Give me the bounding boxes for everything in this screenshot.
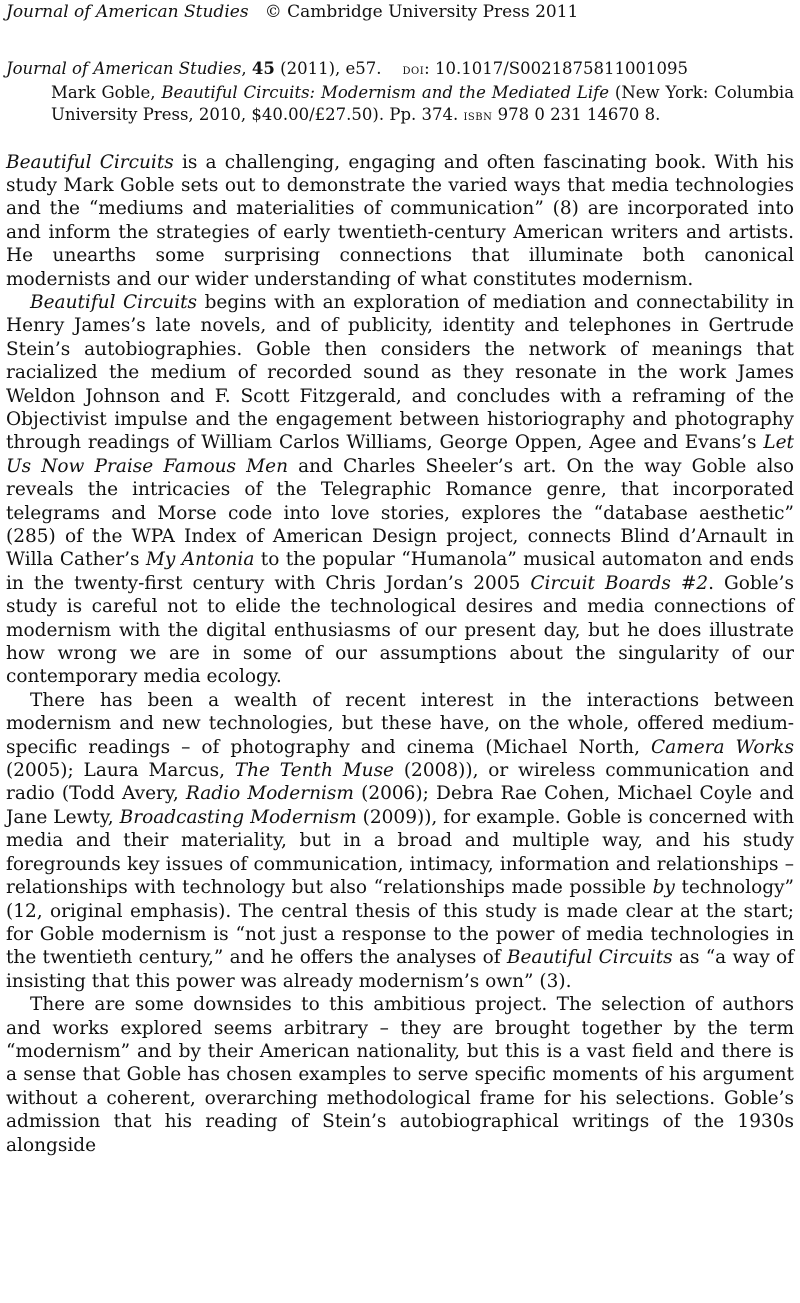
italic-text-run: Camera Works bbox=[651, 736, 795, 758]
text-run: (2008)), or wireless communication and radio (Todd Avery, bbox=[6, 760, 794, 805]
text-run: is a challenging, engaging and often fascinating book. With his study Mark Goble sets out to demonstrate the varied ways that media technologies and the “mediums and materialities of communication” (8) are incorporated into and inform the strategies of early twentieth-century American writers and artists. He unearths some surprising connections that illuminate both canonical modernists and our wider understanding of what constitutes modernism. bbox=[6, 151, 794, 290]
paragraph bbox=[6, 151, 794, 291]
italic-text-run: Let Us Now Praise Famous Men bbox=[6, 432, 794, 477]
text-run: to the popular “Humanola” musical automaton and ends in the twenty-first century with Chris Jordan’s 2005 bbox=[6, 549, 795, 594]
book-reference bbox=[6, 82, 794, 128]
isbn-value: 978 0 231 14670 8. bbox=[497, 105, 661, 124]
text-run: . Goble’s study is careful not to elide the technological desires and media connections of modernism with the digital enthusiasms of our present day, but he does illustrate how wrong we are in some of our assumptions about the singularity of our contemporary media ecology. bbox=[6, 572, 794, 688]
text-run: (2006); Debra Rae Cohen, Michael Coyle and Jane Lewty, bbox=[6, 783, 795, 828]
italic-text-run: The Tenth Muse bbox=[234, 760, 395, 782]
citation-journal: Journal of American Studies bbox=[6, 59, 242, 78]
citation-block bbox=[6, 58, 794, 128]
text-run: and Charles Sheeler’s art. On the way Goble also reveals the intricacies of the Telegraphic Romance genre, that incorporated telegrams and Morse code into love stories, explores the “database aesthetic” (285) of the WPA Index of American Design project, connects Blind d’Arnault in Willa Cather’s bbox=[6, 455, 795, 571]
text-run: There are some downsides to this ambitious project. The selection of authors and works explored seems arbitrary – they are brought together by the term “modernism” and by their American nationality, but this is a vast field and there is a sense that Goble has chosen examples to serve specific moments of his argument without a coherent, overarching methodological frame for his selections. Goble’s admission that his reading of Stein’s autobiographical writings of the 1930s alongside bbox=[6, 994, 794, 1156]
citation-year-page: (2011), e57. bbox=[280, 59, 382, 78]
book-author: Mark Goble, bbox=[51, 82, 156, 102]
text-run: (2009)), for example. Goble is concerned with media and their materiality, but in a broad and multiple way, and his study foregrounds key issues of communication, intimacy, information and relationships – relationships with technology but also “relationships made possible bbox=[6, 806, 794, 899]
book-title: Beautiful Circuits: Modernism and the Mediated Life bbox=[161, 82, 609, 102]
italic-text-run: by bbox=[652, 877, 675, 899]
text-run: technology” (12, original emphasis). The central thesis of this study is made clear at the start; for Goble modernism is “not just a response to the power of media technologies in the twentieth century,” and he offers the analyses of bbox=[6, 877, 794, 969]
italic-text-run: Beautiful Circuits bbox=[30, 291, 198, 313]
italic-text-run: Beautiful Circuits bbox=[506, 947, 673, 969]
doi-label: doi bbox=[402, 62, 425, 78]
italic-text-run: My Antonia bbox=[145, 549, 255, 571]
italic-text-run: Circuit Boards #2 bbox=[530, 572, 709, 594]
text-run: There has been a wealth of recent interest in the interactions between modernism and new technologies, but these have, on the whole, offered medium-specific readings – of photography and cinema (Michael North, bbox=[6, 689, 794, 758]
review-body bbox=[6, 151, 794, 1157]
page bbox=[6, 0, 794, 1157]
italic-text-run: Radio Modernism bbox=[185, 783, 354, 805]
running-head bbox=[6, 0, 794, 23]
running-head-publisher: © Cambridge University Press 2011 bbox=[264, 2, 579, 22]
citation-volume: 45 bbox=[251, 59, 275, 78]
running-head-journal: Journal of American Studies bbox=[6, 2, 249, 22]
italic-text-run: Beautiful Circuits bbox=[6, 151, 174, 173]
text-run: (2005); Laura Marcus, bbox=[6, 760, 235, 782]
paragraph bbox=[6, 291, 794, 689]
book-publisher-info: (New York: Columbia University Press, 2010, $40.00/£27.50). Pp. 374. bbox=[51, 82, 795, 124]
italic-text-run: Broadcasting Modernism bbox=[119, 806, 357, 828]
text-run: as “a way of insisting that this power was already modernism’s own” (3). bbox=[6, 947, 795, 992]
text-run: begins with an exploration of mediation and connectability in Henry James’s late novels, and of publicity, identity and telephones in Gertrude Stein’s autobiographies. Goble then considers the network of meanings that racialized the medium of recorded sound as they resonate in the work James Weldon Johnson and F. Scott Fitzgerald, and concludes with a reframing of the Objectivist impulse and the engagement between historiography and photography through readings of William Carlos Williams, George Oppen, Agee and Evans’s bbox=[6, 291, 794, 454]
isbn-label: isbn bbox=[463, 108, 493, 124]
citation-line: Journal of American Studies, 45 (2011), e57. doi: 10.1017/S0021875811001095 bbox=[6, 59, 689, 78]
paragraph bbox=[6, 689, 794, 993]
paragraph bbox=[6, 993, 794, 1157]
doi-value: : 10.1017/S0021875811001095 bbox=[424, 59, 689, 78]
